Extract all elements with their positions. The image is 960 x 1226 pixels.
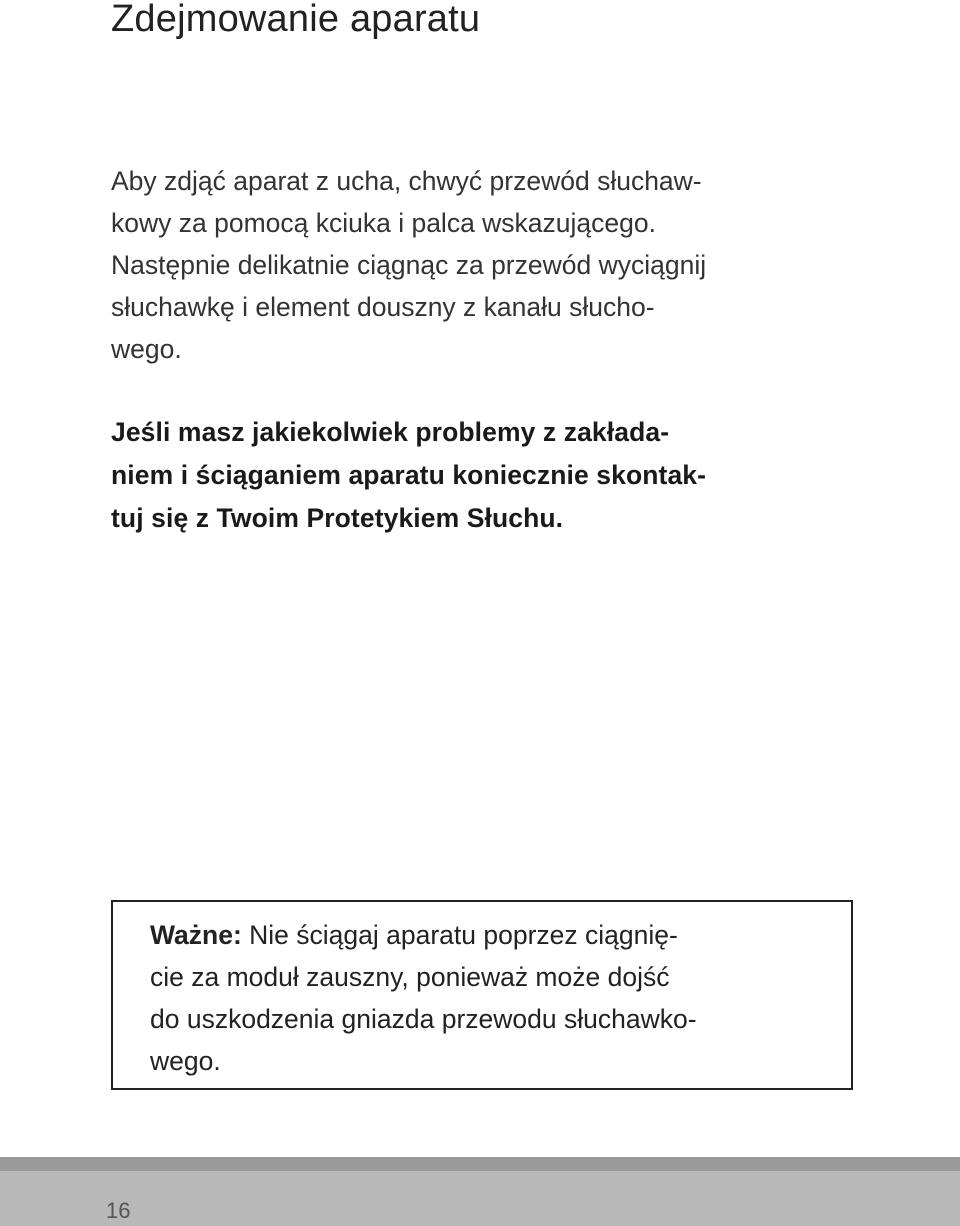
note-label: Ważne: bbox=[150, 920, 242, 950]
note-first-line bbox=[150, 914, 697, 956]
paragraph-line: kowy za pomocą kciuka i palca wskazującego. bbox=[111, 208, 656, 238]
note-line: wego. bbox=[150, 1046, 221, 1076]
bold-line: Jeśli masz jakiekolwiek problemy z zakłada- bbox=[111, 417, 670, 447]
paragraph-line: wego. bbox=[111, 334, 182, 364]
note-line: do uszkodzenia gniazda przewodu słuchawko- bbox=[150, 1004, 697, 1034]
instruction-paragraph bbox=[111, 160, 706, 370]
page-title: Zdejmowanie aparatu bbox=[111, 0, 481, 40]
paragraph-line: Aby zdjąć aparat z ucha, chwyć przewód słuchaw- bbox=[111, 166, 702, 196]
paragraph-line: słuchawkę i element douszny z kanału słucho- bbox=[111, 292, 655, 322]
page-number: 16 bbox=[106, 1198, 131, 1223]
bold-line: tuj się z Twoim Protetykiem Słuchu. bbox=[111, 503, 564, 533]
note-line: cie za moduł zauszny, ponieważ może dojść bbox=[150, 962, 670, 992]
bold-line: niem i ściąganiem aparatu koniecznie skontak- bbox=[111, 460, 707, 490]
contact-advice-paragraph bbox=[111, 411, 706, 540]
important-note-text bbox=[150, 914, 697, 1082]
note-first-line-rest: Nie ściągaj aparatu poprzez ciągnię- bbox=[241, 920, 678, 950]
paragraph-line: Następnie delikatnie ciągnąc za przewód wyciągnij bbox=[111, 250, 707, 280]
footer-stripe bbox=[0, 1157, 960, 1171]
